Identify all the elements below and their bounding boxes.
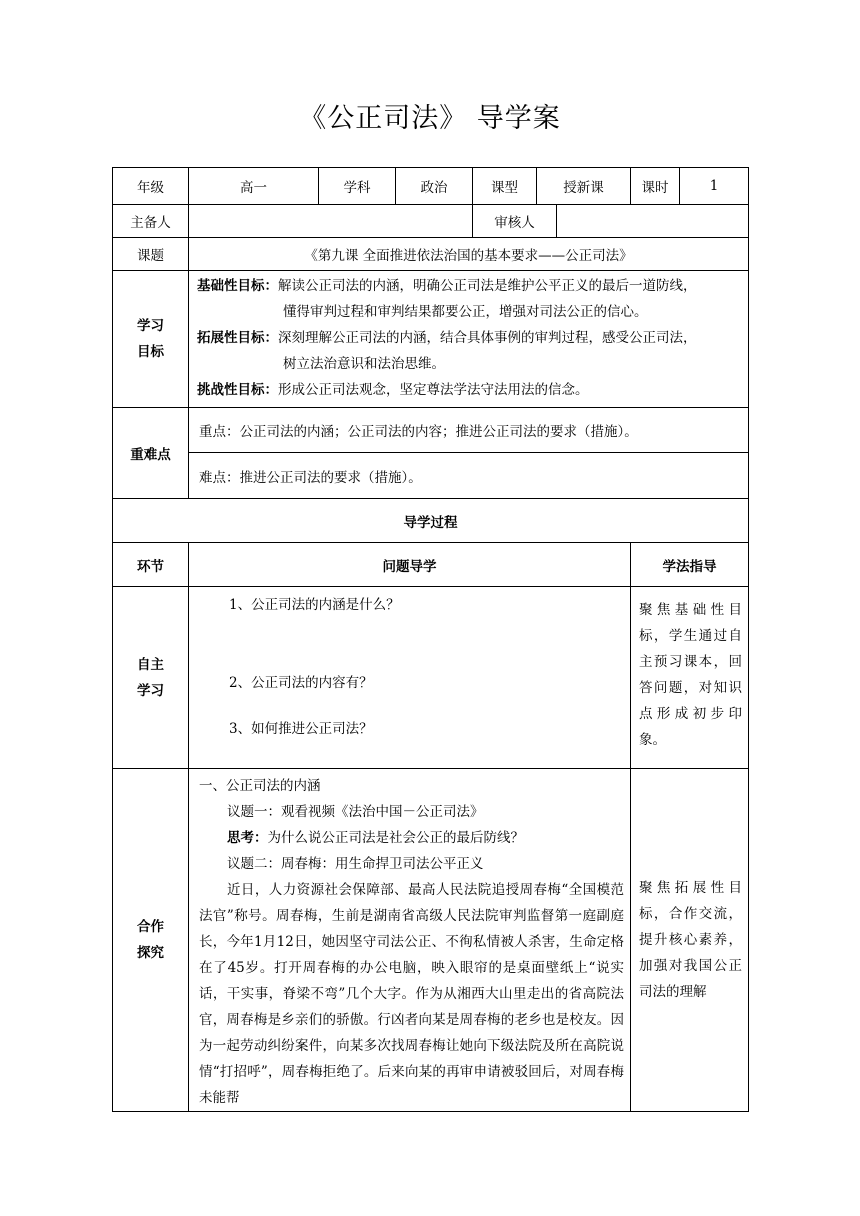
goals-label-line2: 目标	[137, 344, 164, 360]
coop-label-line2: 探究	[137, 945, 164, 961]
preparer-value	[189, 205, 473, 238]
method-header: 学法指导	[631, 543, 749, 587]
subject-value: 政治	[396, 168, 473, 205]
topic-two: 议题二：周春梅：用生命捍卫司法公平正义	[227, 856, 484, 872]
coop-label-line1: 合作	[137, 919, 164, 935]
self-study-method: 聚焦基础性目标，学生通过自主预习课本，回答问题，对知识点形成初步印象。	[631, 587, 749, 769]
goals-label	[113, 271, 189, 408]
coop-label	[113, 769, 189, 1112]
section-heading: 一、公正司法的内涵	[199, 778, 321, 794]
reviewer-label: 审核人	[473, 205, 557, 238]
key-point: 重点：公正司法的内涵；公正司法的内容；推进公正司法的要求（措施）。	[189, 408, 749, 453]
extended-goal-label: 拓展性目标：	[197, 330, 278, 346]
type-label: 课型	[473, 168, 537, 205]
hours-value: 1	[680, 168, 749, 205]
learning-goals	[189, 271, 749, 408]
key-points-label: 重难点	[113, 408, 189, 499]
hours-label: 课时	[631, 168, 680, 205]
self-study-questions	[189, 587, 631, 769]
topic-value: 《第九课 全面推进依法治国的基本要求——公正司法》	[189, 238, 749, 271]
topic-label: 课题	[113, 238, 189, 271]
question-1: 1、公正司法的内涵是什么？	[229, 597, 400, 613]
questions-header: 问题导学	[189, 543, 631, 587]
lesson-plan-table	[112, 167, 749, 1112]
self-study-label-line1: 自主	[137, 656, 164, 673]
extended-goal-text: 深刻理解公正司法的内涵，结合具体事例的审判过程，感受公正司法，	[278, 330, 697, 346]
challenge-goal-text: 形成公正司法观念，坚定尊法学法守法用法的信念。	[278, 382, 589, 398]
goals-label-line1: 学习	[137, 318, 164, 334]
question-3: 3、如何推进公正司法？	[229, 721, 373, 737]
difficult-point: 难点：推进公正司法的要求（措施）。	[189, 453, 749, 499]
extended-goal-text-cont: 树立法治意识和法治思维。	[283, 356, 445, 372]
coop-method: 聚焦拓展性目标，合作交流，提升核心素养，加强对我国公正司法的理解	[631, 769, 749, 1112]
coop-content	[189, 769, 631, 1112]
think-label: 思考：	[227, 830, 268, 846]
case-paragraph: 近日，人力资源社会保障部、最高人民法院追授周春梅“全国模范法官”称号。周春梅，生前是湖南省高级人民法院审判监督第一庭副庭长，今年1月12日，她因坚守司法公正、不徇私情被人杀害，生命定格在了45岁。打开周春梅的办公电脑，映入眼帘的是桌面壁纸上“说实话，干实事，脊梁不弯”几个大字。作为从湘西大山里走出的省高院法官，周春梅是乡亲们的骄傲。行凶者向某是周春梅的老乡也是校友。因为一起劳动纠纷案件，向某多次找周春梅让她向下级法院及所在高院说情“打招呼”，周春梅拒绝了。后来向某的再审申请被驳回后，对周春梅未能帮	[199, 882, 624, 1106]
grade-label: 年级	[113, 168, 189, 205]
subject-label: 学科	[319, 168, 396, 205]
self-study-label-line2: 学习	[137, 682, 164, 699]
stage-header: 环节	[113, 543, 189, 587]
topic-one: 议题一：观看视频《法治中国－公正司法》	[227, 804, 484, 820]
challenge-goal-label: 挑战性目标：	[197, 382, 278, 398]
basic-goal-label: 基础性目标：	[197, 278, 278, 294]
think-question: 为什么说公正司法是社会公正的最后防线？	[267, 830, 524, 846]
type-value: 授新课	[537, 168, 631, 205]
self-study-label	[113, 587, 189, 769]
process-heading: 导学过程	[113, 499, 749, 543]
grade-value: 高一	[189, 168, 319, 205]
basic-goal-text-cont: 懂得审判过程和审判结果都要公正，增强对司法公正的信心。	[283, 304, 648, 320]
reviewer-value	[557, 205, 749, 238]
question-2: 2、公正司法的内容有？	[229, 675, 373, 691]
basic-goal-text: 解读公正司法的内涵，明确公正司法是维护公平正义的最后一道防线，	[278, 278, 697, 294]
preparer-label: 主备人	[113, 205, 189, 238]
page-title: 《公正司法》 导学案	[299, 103, 561, 134]
